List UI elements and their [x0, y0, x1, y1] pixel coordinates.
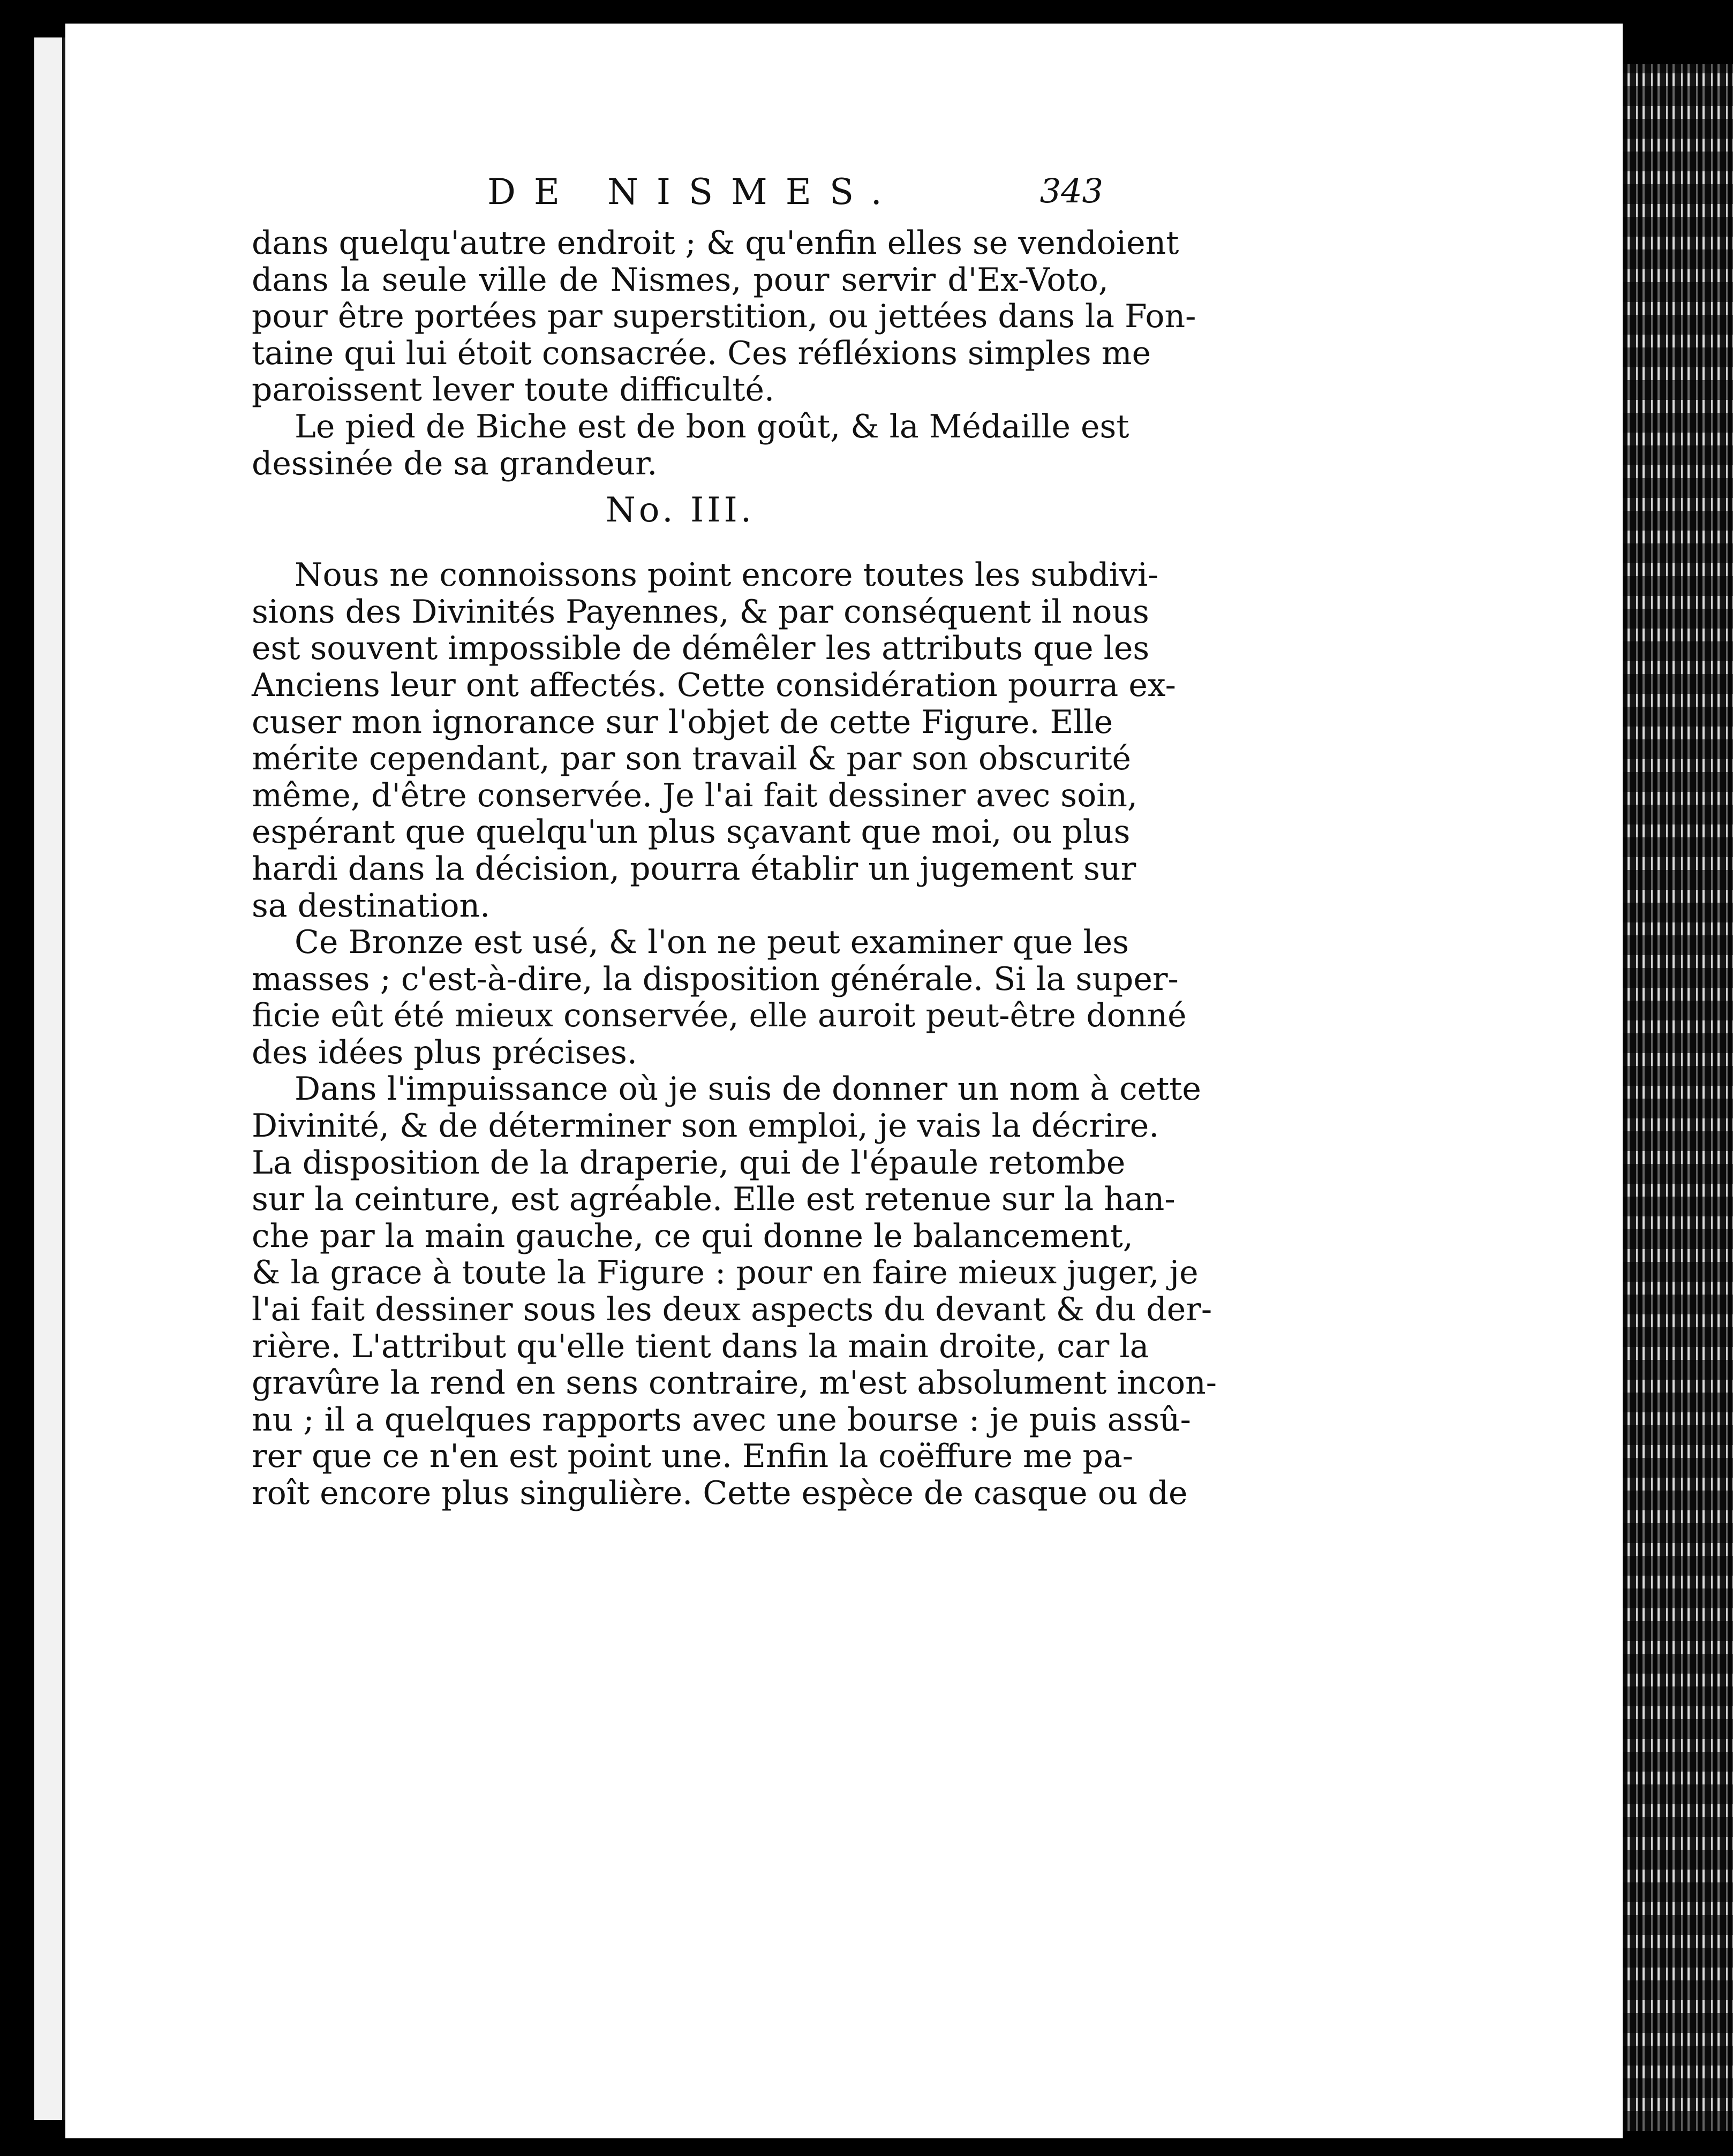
text-line: taine qui lui étoit consacrée. Ces réfléxions simples me	[252, 334, 1151, 372]
text-line: La disposition de la draperie, qui de l'épaule retombe	[252, 1144, 1126, 1182]
paragraph-description	[252, 1070, 1217, 1512]
text-line: dessinée de sa grandeur.	[252, 444, 658, 482]
text-line: sions des Divinités Payennes, & par conséquent il nous	[252, 593, 1149, 631]
text-line: rer que ce n'en est point une. Enfin la coëffure me pa-	[252, 1438, 1133, 1476]
text-line: dans la seule ville de Nismes, pour servir d'Ex-Voto,	[252, 261, 1109, 299]
paragraph-medal-note	[252, 407, 1129, 482]
text-line: sur la ceinture, est agréable. Elle est retenue sur la han-	[252, 1181, 1176, 1219]
text-line: & la grace à toute la Figure : pour en faire mieux juger, je	[252, 1254, 1199, 1292]
text-line: Nous ne connoissons point encore toutes les subdivi-	[295, 556, 1159, 594]
page-text-block	[252, 171, 1217, 1512]
text-line: dans quelqu'autre endroit ; & qu'enfin elles se vendoient	[252, 224, 1179, 262]
text-line: espérant que quelqu'un plus sçavant que moi, ou plus	[252, 813, 1131, 851]
text-line: même, d'être conservée. Je l'ai fait dessiner avec soin,	[252, 776, 1138, 814]
paragraph-bronze	[252, 924, 1187, 1071]
text-line: l'ai fait dessiner sous les deux aspects du devant & du der-	[252, 1291, 1212, 1329]
text-line: des idées plus précises.	[252, 1033, 637, 1071]
text-line: Anciens leur ont affectés. Cette considération pourra ex-	[252, 666, 1176, 704]
text-line: Le pied de Biche est de bon goût, & la Médaille est	[295, 407, 1129, 445]
text-line: rière. L'attribut qu'elle tient dans la main droite, car la	[252, 1327, 1149, 1365]
text-line: est souvent impossible de démêler les attributs que les	[252, 630, 1150, 668]
text-line: gravûre la rend en sens contraire, m'est absolument incon-	[252, 1364, 1217, 1402]
paragraph-introduction	[252, 556, 1176, 925]
text-line: Divinité, & de déterminer son emploi, je vais la décrire.	[252, 1107, 1159, 1145]
text-line: sa destination.	[252, 887, 491, 925]
text-line: Ce Bronze est usé, & l'on ne peut examiner que les	[295, 924, 1129, 962]
facing-page-edge	[34, 37, 65, 2120]
text-line: hardi dans la décision, pourra établir un jugement sur	[252, 850, 1136, 888]
text-line: roît encore plus singulière. Cette espèce de casque ou de	[252, 1474, 1188, 1512]
text-line: ficie eût été mieux conservée, elle auroit peut-être donné	[252, 997, 1187, 1035]
text-line: nu ; il a quelques rapports avec une bourse : je puis assû-	[252, 1401, 1191, 1439]
page-stack-shading	[1623, 64, 1733, 2131]
section-heading: No. III.	[605, 490, 755, 531]
text-line: masses ; c'est-à-dire, la disposition générale. Si la super-	[252, 960, 1179, 998]
scan-left-margin	[0, 0, 34, 2156]
text-line: Dans l'impuissance où je suis de donner un nom à cette	[295, 1070, 1201, 1108]
text-line: paroissent lever toute difficulté.	[252, 371, 775, 409]
text-line: che par la main gauche, ce qui donne le balancement,	[252, 1217, 1133, 1255]
text-line: pour être portées par superstition, ou jettées dans la Fon-	[252, 298, 1196, 336]
paragraph-continued	[252, 224, 1196, 409]
text-line: cuser mon ignorance sur l'objet de cette Figure. Elle	[252, 703, 1113, 741]
page-number: 343	[1039, 171, 1103, 210]
running-head	[252, 171, 1109, 225]
text-line: mérite cependant, par son travail & par son obscurité	[252, 740, 1132, 778]
running-title: DE NISMES.	[487, 171, 900, 213]
